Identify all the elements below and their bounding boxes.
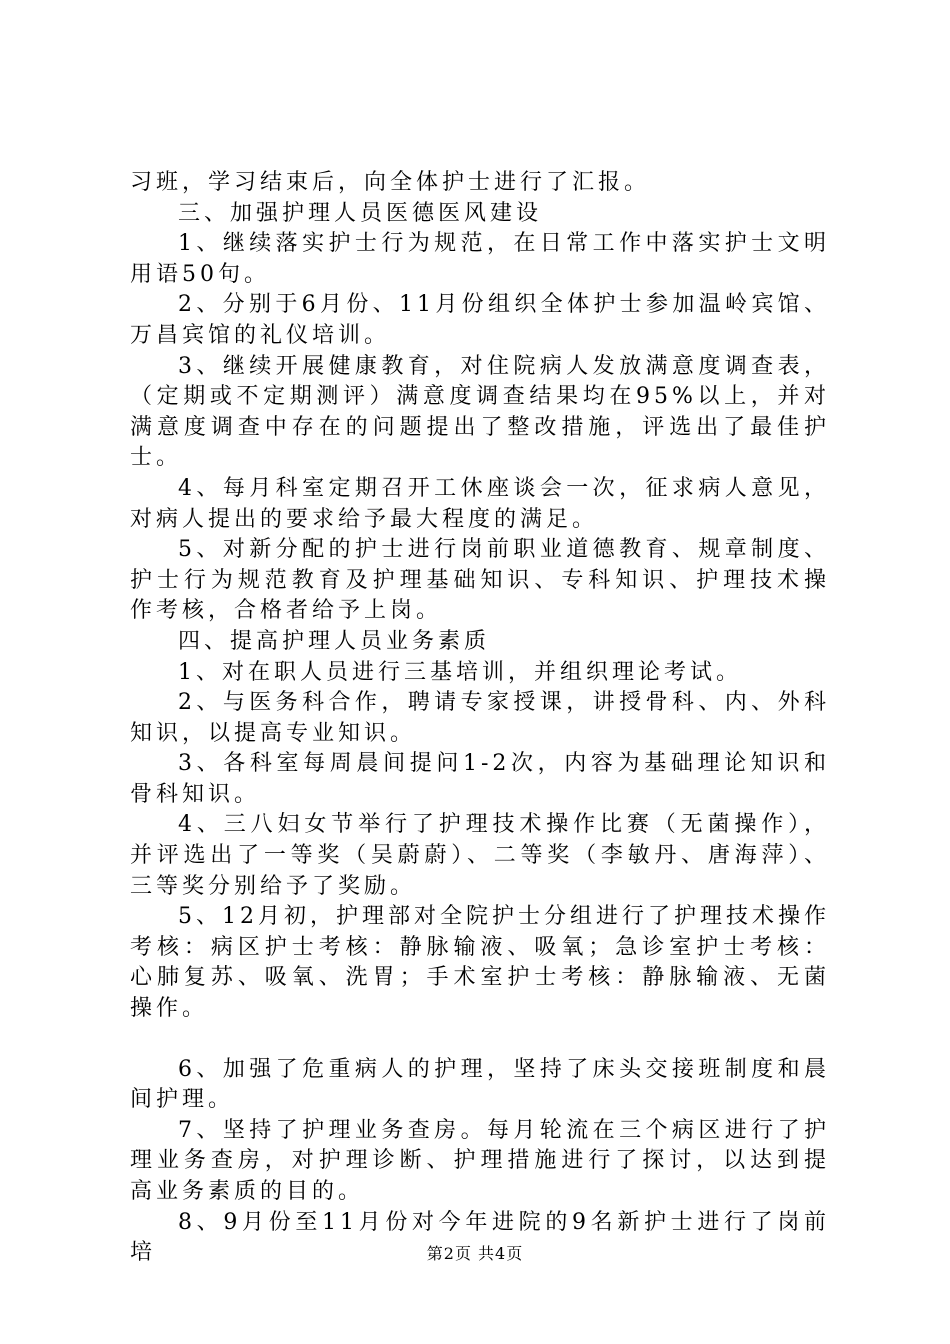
paragraph: 1、对在职人员进行三基培训，并组织理论考试。 [178,659,742,685]
paragraph: 8、9月份至11月份对今年进院的9名新护士进行了岗前培 [130,1209,830,1266]
paragraph: 4、三八妇女节举行了护理技术操作比赛（无菌操作），并评选出了一等奖（吴蔚蔚）、二等奖（李敏丹、唐海萍）、三等奖分别给予了奖励。 [130,812,830,899]
paragraph: 5、12月初，护理部对全院护士分组进行了护理技术操作考核：病区护士考核：静脉输液、吸氧；急诊室护士考核：心肺复苏、吸氧、洗胃；手术室护士考核：静脉输液、无菌操作。 [130,904,830,1022]
paragraph: 四、提高护理人员业务素质 [178,628,491,654]
paragraph: 2、分别于6月份、11月份组织全体护士参加温岭宾馆、万昌宾馆的礼仪培训。 [130,292,830,348]
paragraph: 2、与医务科合作，聘请专家授课，讲授骨科、内、外科知识，以提高专业知识。 [130,690,830,746]
paragraph: 习班，学习结束后，向全体护士进行了汇报。 [130,170,651,195]
paragraph: 6、加强了危重病人的护理，坚持了床头交接班制度和晨间护理。 [130,1056,830,1113]
page-footer: 第2页 共4页 [426,1244,524,1263]
paragraph: 3、继续开展健康教育，对住院病人发放满意度调查表，（定期或不定期测评）满意度调查结果均在95%以上，并对满意度调查中存在的问题提出了整改措施，评选出了最佳护士。 [130,353,830,471]
paragraph: 1、继续落实护士行为规范，在日常工作中落实护士文明用语50句。 [130,231,830,287]
paragraph: 3、各科室每周晨间提问1-2次，内容为基础理论知识和骨科知识。 [130,751,830,807]
document-body [130,168,830,1269]
paragraph: 三、加强护理人员医德医风建设 [178,200,543,226]
paragraph: 4、每月科室定期召开工休座谈会一次，征求病人意见，对病人提出的要求给予最大程度的满足。 [130,475,830,532]
paragraph: 5、对新分配的护士进行岗前职业道德教育、规章制度、护士行为规范教育及护理基础知识、专科知识、护理技术操作考核，合格者给予上岗。 [130,537,830,624]
paragraph: 7、坚持了护理业务查房。每月轮流在三个病区进行了护理业务查房，对护理诊断、护理措施进行了探讨，以达到提高业务素质的目的。 [130,1117,830,1204]
